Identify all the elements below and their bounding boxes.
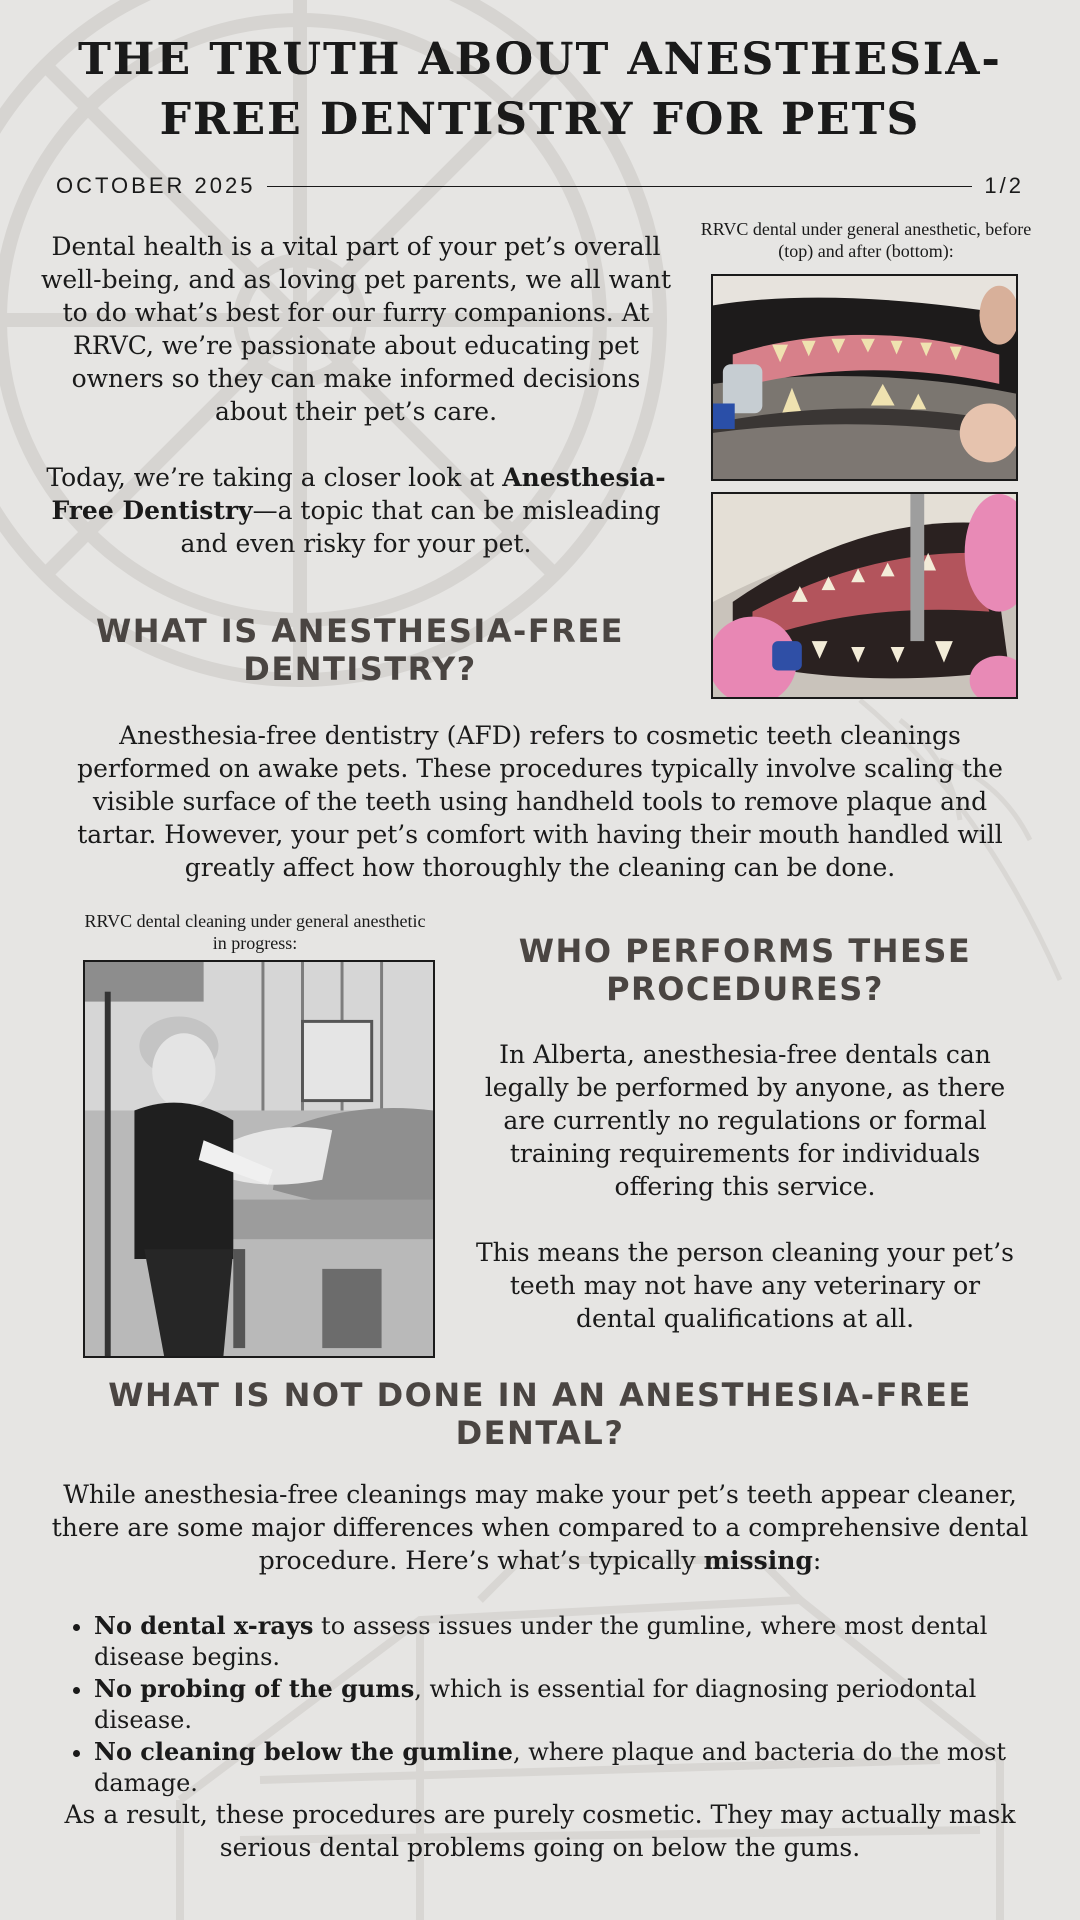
list-item-text: , where plaque and bacteria do the most damage. xyxy=(94,1738,1007,1797)
list-item xyxy=(94,1673,1020,1736)
section-heading-who-performs: WHO PERFORMS THESE PROCEDURES? xyxy=(518,932,972,1008)
section-heading-what-is: WHAT IS ANESTHESIA-FREE DENTISTRY? xyxy=(95,612,625,688)
intro-bold-term: Anesthesia-Free Dentistry xyxy=(51,463,666,525)
section-body-who-performs xyxy=(470,1038,1020,1368)
list-item-text: , which is essential for diagnosing periodontal disease. xyxy=(94,1675,977,1734)
list-item xyxy=(94,1610,1020,1673)
intro-text-part: —a topic that can be misleading and even risky for your pet. xyxy=(180,496,661,558)
page-number: 1/2 xyxy=(984,173,1024,198)
list-item xyxy=(94,1736,1020,1799)
intro-paragraph-2 xyxy=(36,461,676,560)
dateline xyxy=(56,170,1024,202)
photo-caption-before-after: RRVC dental under general anesthetic, before (top) and after (bottom): xyxy=(700,219,1032,261)
not-done-intro-text: While anesthesia-free cleanings may make your pet’s teeth appear cleaner, there are some major differences when compared to a comprehensive dental procedure. Here’s what’s typically xyxy=(51,1480,1029,1575)
intro-text xyxy=(36,230,676,593)
photo-teeth-after xyxy=(711,492,1018,699)
page-title: THE TRUTH ABOUT ANESTHESIA-FREE DENTISTRY FOR PETS xyxy=(78,34,1002,145)
divider-rule xyxy=(267,186,972,187)
list-item-bold: No dental x-rays xyxy=(94,1611,314,1640)
list-item-bold: No probing of the gums xyxy=(94,1674,415,1703)
missing-items-list xyxy=(60,1610,1020,1799)
who-paragraph-2: This means the person cleaning your pet’s teeth may not have any veterinary or dental qualifications at all. xyxy=(475,1238,1015,1333)
conclusion-paragraph: As a result, these procedures are purely cosmetic. They may actually mask serious dental problems going on below the gums. xyxy=(64,1800,1016,1862)
list-item-text: to assess issues under the gumline, where most dental disease begins. xyxy=(94,1612,988,1671)
section-heading-not-done: WHAT IS NOT DONE IN AN ANESTHESIA-FREE DENTAL? xyxy=(108,1376,972,1452)
who-paragraph-1: In Alberta, anesthesia-free dentals can legally be performed by anyone, as there are currently no regulations or formal training requirements for individuals offering this service. xyxy=(484,1040,1006,1201)
section-intro-not-done xyxy=(50,1478,1030,1577)
intro-paragraph-1: Dental health is a vital part of your pet’s overall well-being, and as loving pet parents, we all want to do what’s best for our furry companions. At RRVC, we’re passionate about educating pet owners so they can make informed decisions about their pet’s care. xyxy=(40,232,672,426)
not-done-bold-missing: missing xyxy=(703,1546,813,1575)
list-item-bold: No cleaning below the gumline xyxy=(94,1737,513,1766)
photo-teeth-before xyxy=(711,274,1018,481)
issue-date: OCTOBER 2025 xyxy=(56,173,256,198)
photo-dental-cleaning xyxy=(83,960,435,1358)
intro-text-part: Today, we’re taking a closer look at xyxy=(46,463,503,492)
photo-caption-in-progress: RRVC dental cleaning under general anesthetic in progress: xyxy=(84,911,426,953)
not-done-intro-end: : xyxy=(812,1546,822,1575)
section-body-what-is: Anesthesia-free dentistry (AFD) refers to cosmetic teeth cleanings performed on awake pets. These procedures typically involve scaling the visible surface of the teeth using handheld tools to remove plaque and tartar. However, your pet’s comfort with having their mouth handled will greatly affect how thoroughly the cleaning can be done. xyxy=(77,721,1003,882)
